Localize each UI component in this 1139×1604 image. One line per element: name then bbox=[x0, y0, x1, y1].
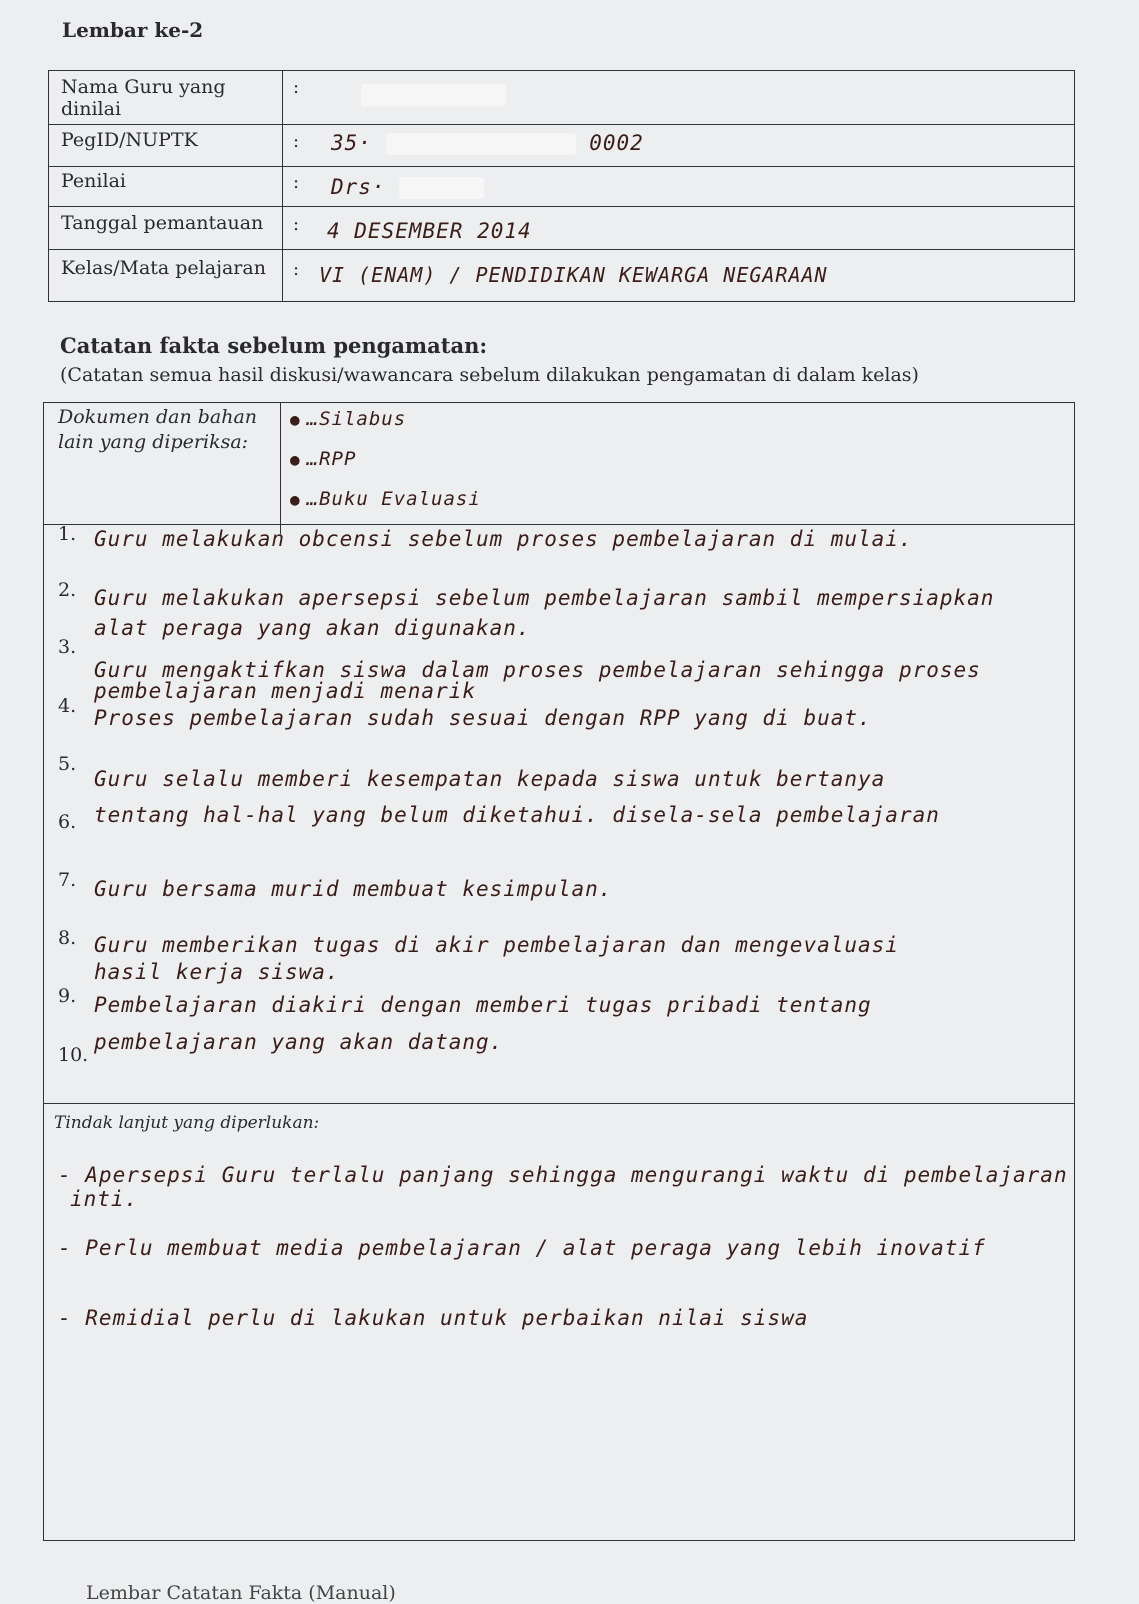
document-item: ● …RPP bbox=[290, 448, 357, 470]
assessor-value: Drs· bbox=[331, 175, 484, 199]
section-heading: Catatan fakta sebelum pengamatan: bbox=[60, 333, 488, 358]
sheet-title: Lembar ke-2 bbox=[62, 18, 204, 42]
note-line: Guru mengaktifkan siswa dalam proses pembelajaran sehingga proses bbox=[94, 658, 981, 682]
note-line: Proses pembelajaran sudah sesuai dengan RPP yang di buat. bbox=[94, 706, 872, 730]
section-subheading: (Catatan semua hasil diskusi/wawancara sebelum dilakukan pengamatan di dalam kelas) bbox=[60, 364, 919, 386]
teacher-info-table bbox=[48, 70, 1075, 302]
monitoring-date-label: Tanggal pemantauan bbox=[61, 212, 264, 234]
teacher-name-label: Nama Guru yang dinilai bbox=[61, 76, 226, 120]
note-line: Guru bersama murid membuat kesimpulan. bbox=[94, 877, 613, 901]
footer-text: Lembar Catatan Fakta (Manual) bbox=[86, 1582, 396, 1604]
note-number: 7. bbox=[58, 869, 77, 891]
follow-up-line: - Remidial perlu di lakukan untuk perbaikan nilai siswa bbox=[58, 1306, 809, 1330]
colon: : bbox=[293, 259, 300, 280]
note-number: 3. bbox=[58, 636, 77, 658]
note-line: hasil kerja siswa. bbox=[94, 960, 340, 984]
note-line: Guru memberikan tugas di akir pembelajaran dan mengevaluasi bbox=[94, 933, 899, 957]
note-number: 2. bbox=[58, 579, 77, 601]
colon: : bbox=[293, 77, 300, 98]
note-line: pembelajaran yang akan datang. bbox=[94, 1030, 504, 1054]
redacted-assessor bbox=[399, 177, 484, 199]
note-number: 8. bbox=[58, 927, 77, 949]
follow-up-line: inti. bbox=[70, 1187, 139, 1211]
document-item: ● …Buku Evaluasi bbox=[290, 488, 481, 510]
note-line: Guru melakukan apersepsi sebelum pembelajaran sambil mempersiapkan bbox=[94, 586, 995, 610]
follow-up-label: Tindak lanjut yang diperlukan: bbox=[54, 1113, 320, 1133]
redacted-id bbox=[386, 133, 576, 155]
document-item: ● …Silabus bbox=[290, 408, 407, 430]
follow-up-line: - Perlu membuat media pembelajaran / alat peraga yang lebih inovatif bbox=[58, 1236, 986, 1260]
note-number: 4. bbox=[58, 695, 77, 717]
note-number: 10. bbox=[58, 1044, 89, 1066]
note-number: 6. bbox=[58, 811, 77, 833]
note-line: alat peraga yang akan digunakan. bbox=[94, 616, 531, 640]
note-line: pembelajaran menjadi menarik bbox=[94, 679, 477, 703]
note-line: tentang hal-hal yang belum diketahui. disela-sela pembelajaran bbox=[94, 803, 940, 827]
colon: : bbox=[293, 214, 300, 235]
class-subject-value: VI (ENAM) / PENDIDIKAN KEWARGA NEGARAAN bbox=[319, 263, 828, 287]
class-subject-label: Kelas/Mata pelajaran bbox=[61, 257, 266, 279]
redacted-name bbox=[361, 84, 506, 106]
notes-table bbox=[43, 402, 1075, 1541]
note-line: Pembelajaran diakiri dengan memberi tugas pribadi tentang bbox=[94, 993, 872, 1017]
nuptk-label: PegID/NUPTK bbox=[61, 129, 198, 151]
colon: : bbox=[293, 172, 300, 193]
note-number: 9. bbox=[58, 985, 77, 1007]
follow-up-line: - Apersepsi Guru terlalu panjang sehingga mengurangi waktu di pembelajaran bbox=[58, 1163, 1068, 1187]
assessor-label: Penilai bbox=[61, 170, 126, 192]
note-line: Guru selalu memberi kesempatan kepada siswa untuk bertanya bbox=[94, 767, 886, 791]
colon: : bbox=[293, 131, 300, 152]
nuptk-value: 35· 0002 bbox=[331, 131, 644, 155]
teacher-name-value bbox=[331, 81, 506, 106]
documents-label: Dokumen dan bahan lain yang diperiksa: bbox=[58, 406, 258, 453]
monitoring-date-value: 4 DESEMBER 2014 bbox=[327, 219, 532, 243]
note-line: Guru melakukan obcensi sebelum proses pembelajaran di mulai. bbox=[94, 527, 913, 551]
note-number: 5. bbox=[58, 753, 77, 775]
note-number: 1. bbox=[58, 523, 77, 545]
